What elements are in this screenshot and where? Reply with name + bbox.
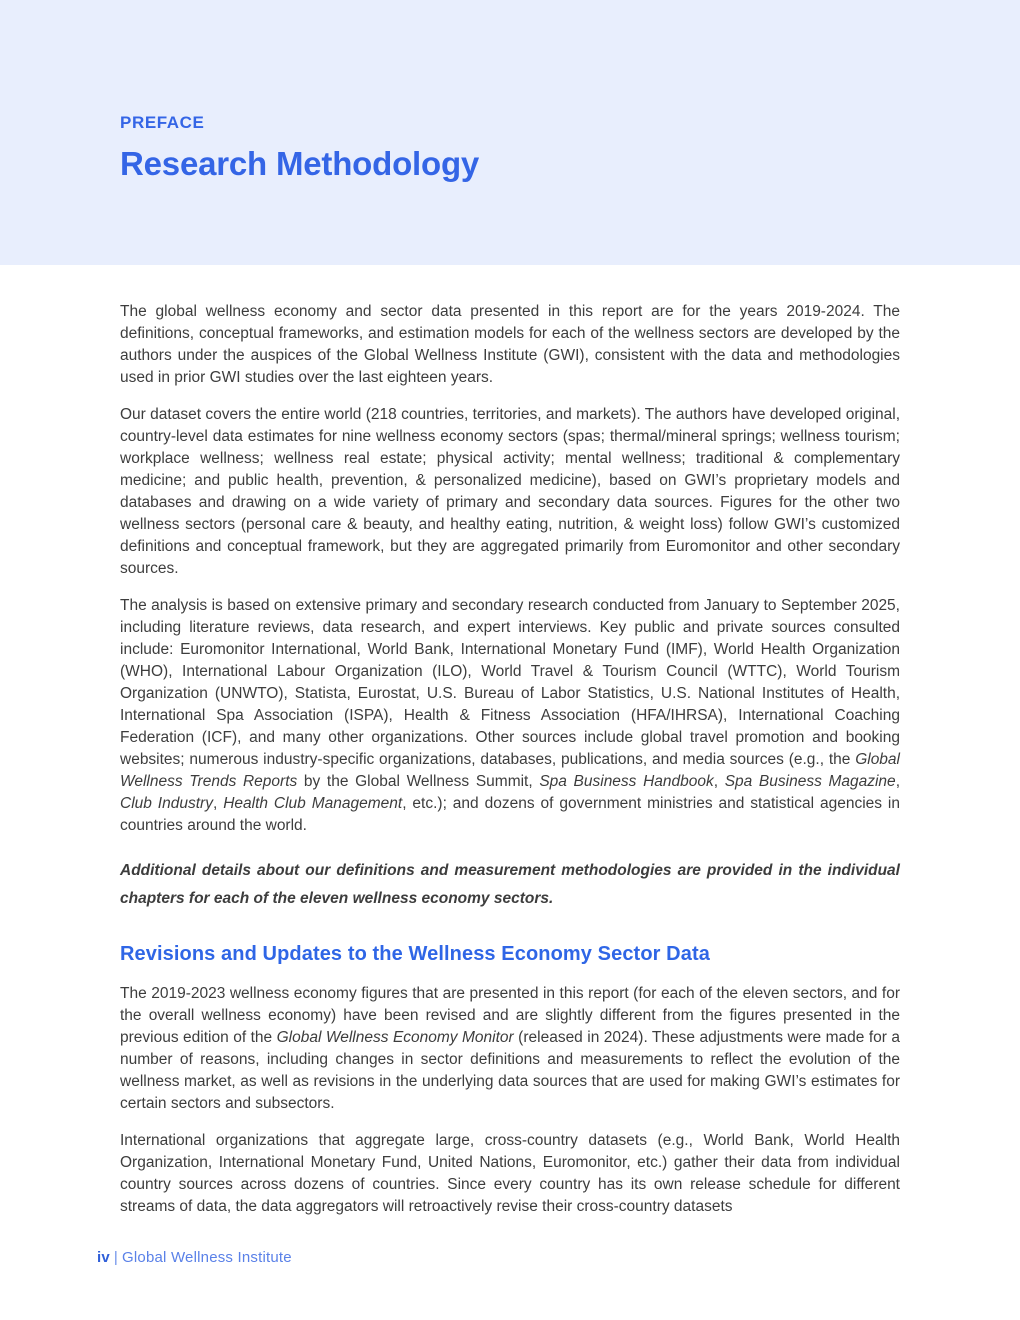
- text-segment: (released in 2024). These adjustments were made for a number of reasons, including changes in sector definitions and measurements to reflect the evolution of the wellness market, as well as revisions in the underlying data sources that are used for making GWI’s estimates for certain sectors and subsectors.: [120, 1029, 900, 1112]
- footer-separator: |: [113, 1249, 119, 1266]
- section-heading: Revisions and Updates to the Wellness Economy Sector Data: [120, 943, 710, 965]
- header-band: [0, 0, 1020, 265]
- publication-title: Global Wellness Economy Monitor: [276, 1029, 514, 1046]
- text-segment: The 2019-2023 wellness economy figures that are presented in this report (for each of the eleven sectors, and for the overall wellness economy) have been revised and are slightly different from the figures presented in the previous edition of the: [120, 985, 900, 1046]
- publication-title: Global Wellness Trends Reports: [120, 751, 900, 790]
- paragraph-dataset: Our dataset covers the entire world (218 countries, territories, and markets). The authors have developed original, country-level data estimates for nine wellness economy sectors (spas; thermal/mineral springs; wellness tourism; workplace wellness; wellness real estate; physical activity; mental wellness; traditional & complementary medicine; and public health, prevention, & personalized medicine), based on GWI’s proprietary models and databases and drawing on a wide variety of primary and secondary data sources. Figures for the other two wellness sectors (personal care & beauty, and healthy eating, nutrition, & weight loss) follow GWI’s customized definitions and conceptual framework, but they are aggregated primarily from Euromonitor and other secondary sources.: [120, 406, 900, 577]
- footer-org-name: Global Wellness Institute: [122, 1249, 292, 1266]
- page-footer: [97, 1249, 292, 1266]
- document-content: [0, 265, 1020, 1218]
- text-segment: , etc.); and dozens of government ministries and statistical agencies in countries around the world.: [120, 795, 900, 834]
- text-segment: by the Global Wellness Summit,: [297, 773, 540, 790]
- paragraph-revisions: [120, 983, 900, 1115]
- text-segment: ,: [895, 773, 900, 790]
- publication-title: Spa Business Magazine: [724, 773, 896, 790]
- note-paragraph: Additional details about our definitions and measurement methodologies are provided in the individual chapters for each of the eleven wellness economy sectors.: [120, 862, 900, 907]
- page-title: Research Methodology: [120, 145, 480, 182]
- paragraph-intro: The global wellness economy and sector data presented in this report are for the years 2019-2024. The definitions, conceptual frameworks, and estimation models for each of the wellness sectors are developed by the authors under the auspices of the Global Wellness Institute (GWI), consistent with the data and methodologies used in prior GWI studies over the last eighteen years.: [120, 303, 900, 386]
- publication-title: Spa Business Handbook: [539, 773, 714, 790]
- page-number: iv: [97, 1249, 110, 1266]
- preface-label: PREFACE: [120, 113, 205, 132]
- text-segment: ,: [713, 773, 725, 790]
- paragraph-international: International organizations that aggregate large, cross-country datasets (e.g., World Bank, World Health Organization, International Monetary Fund, United Nations, Euromonitor, etc.) gather their data from individual country sources across dozens of countries. Since every country has its own release schedule for different streams of data, the data aggregators will retroactively revise their cross-country datasets: [120, 1132, 900, 1215]
- text-segment: The analysis is based on extensive primary and secondary research conducted from January to September 2025, including literature reviews, data research, and expert interviews. Key public and private sources consulted include: Euromonitor International, World Bank, International Monetary Fund (IMF), World Health Organization (WHO), International Labour Organization (ILO), World Travel & Tourism Council (WTTC), World Tourism Organization (UNWTO), Statista, Eurostat, U.S. Bureau of Labor Statistics, U.S. National Institutes of Health, International Spa Association (ISPA), Health & Fitness Association (HFA/IHRSA), International Coaching Federation (ICF), and many other organizations. Other sources include global travel promotion and booking websites; numerous industry-specific organizations, databases, publications, and media sources (e.g., the: [120, 597, 900, 768]
- paragraph-analysis: [120, 595, 900, 837]
- publication-title: Club Industry: [120, 795, 213, 812]
- publication-title: Health Club Management: [223, 795, 403, 812]
- text-segment: ,: [212, 795, 224, 812]
